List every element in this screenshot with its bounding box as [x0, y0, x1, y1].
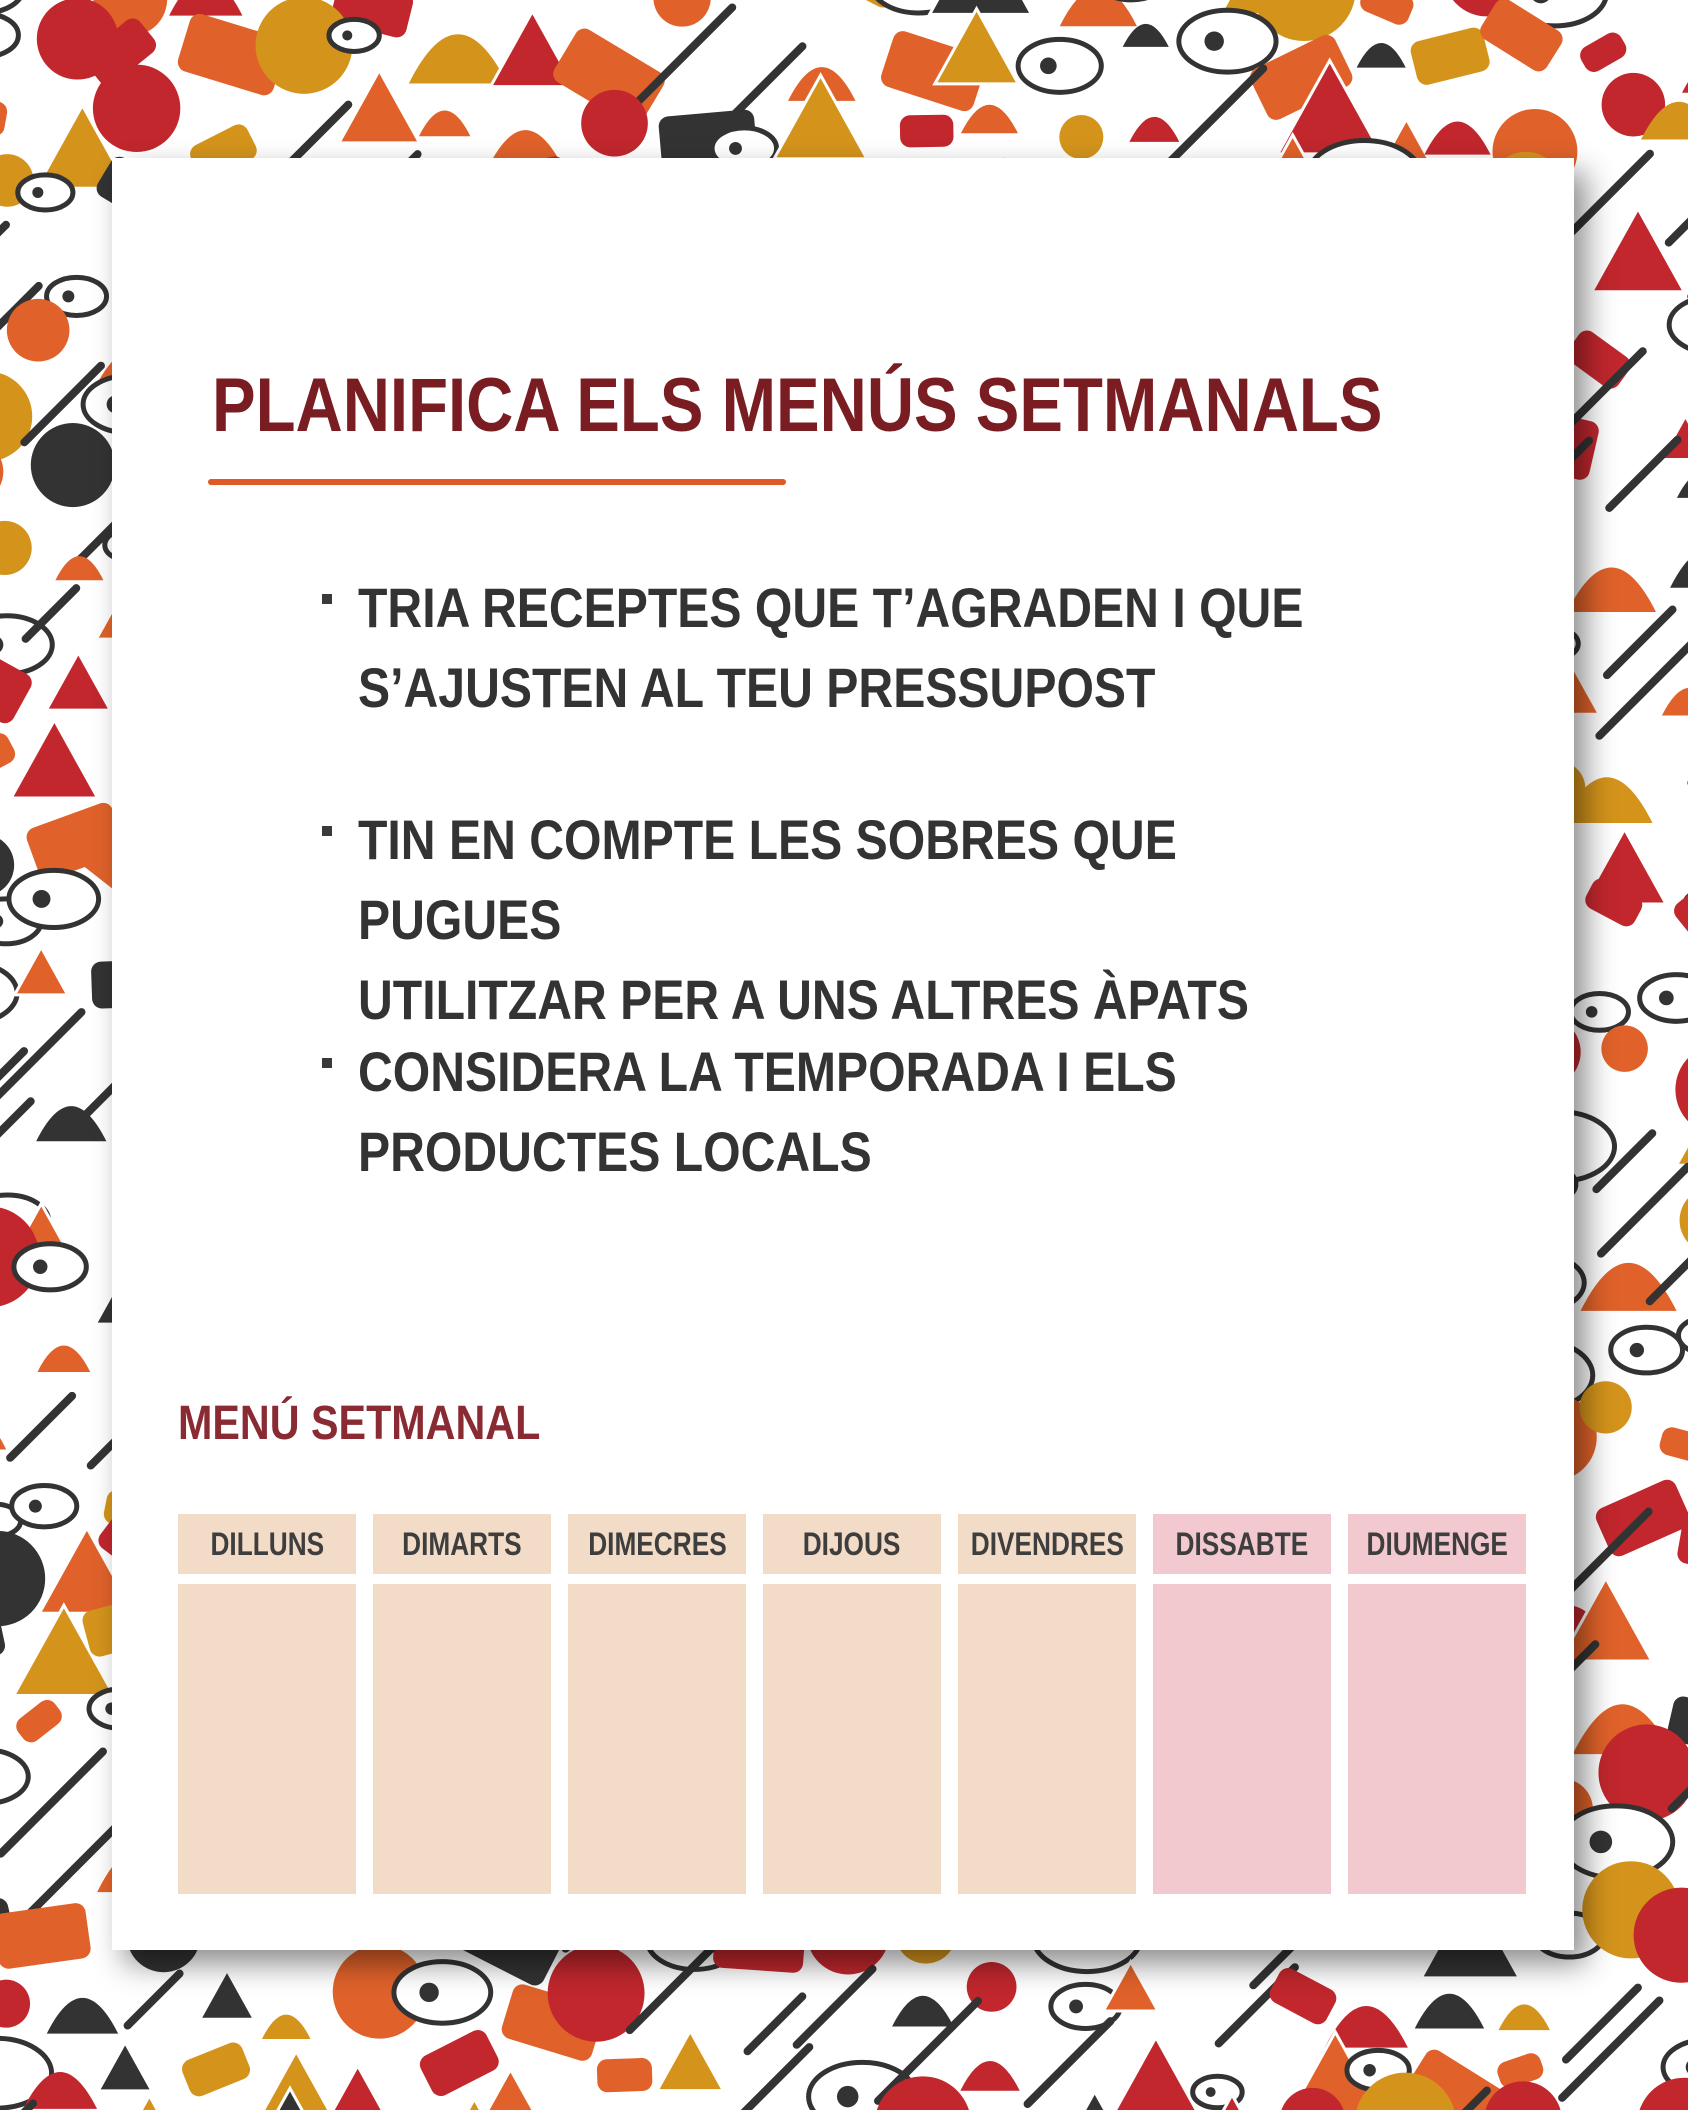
tip-text: TIN EN COMPTE LES SOBRES QUE PUGUES UTILITZAR PER A UNS ALTRES ÀPATS [358, 808, 1249, 1031]
day-column-tuesday [373, 1514, 551, 1894]
weekly-menu-heading: MENÚ SETMANAL [178, 1397, 541, 1450]
tip-item [322, 568, 1522, 800]
day-label: DISSABTE [1175, 1525, 1309, 1562]
day-label: DIVENDRES [970, 1525, 1124, 1562]
day-column-wednesday [568, 1514, 746, 1894]
day-column-thursday [763, 1514, 941, 1894]
day-entry-area[interactable] [1153, 1584, 1331, 1894]
day-header [1348, 1514, 1526, 1574]
day-label: DIJOUS [803, 1525, 901, 1562]
bullet-marker [322, 826, 332, 836]
day-entry-area[interactable] [373, 1584, 551, 1894]
day-entry-area[interactable] [763, 1584, 941, 1894]
day-label: DIMARTS [402, 1525, 522, 1562]
tip-item [322, 800, 1522, 1032]
day-header [763, 1514, 941, 1574]
page-title: PLANIFICA ELS MENÚS SETMANALS [212, 363, 1383, 448]
day-header [373, 1514, 551, 1574]
tip-text: TRIA RECEPTES QUE T’AGRADEN I QUE S’AJUSTEN AL TEU PRESSUPOST [358, 576, 1304, 719]
day-column-monday [178, 1514, 356, 1894]
bullet-marker [322, 594, 332, 604]
day-header [568, 1514, 746, 1574]
day-label: DIUMENGE [1366, 1525, 1508, 1562]
tip-text: CONSIDERA LA TEMPORADA I ELS PRODUCTES LOCALS [358, 1040, 1177, 1183]
tips-list [322, 568, 1522, 1264]
day-header [1153, 1514, 1331, 1574]
tip-item [322, 1032, 1522, 1264]
bullet-marker [322, 1058, 332, 1068]
day-entry-area[interactable] [958, 1584, 1136, 1894]
day-entry-area[interactable] [568, 1584, 746, 1894]
day-header [178, 1514, 356, 1574]
day-column-saturday [1153, 1514, 1331, 1894]
day-column-friday [958, 1514, 1136, 1894]
day-column-sunday [1348, 1514, 1526, 1894]
day-entry-area[interactable] [178, 1584, 356, 1894]
weekly-menu-grid [178, 1514, 1528, 1894]
day-header [958, 1514, 1136, 1574]
title-underline [208, 479, 786, 485]
day-entry-area[interactable] [1348, 1584, 1526, 1894]
day-label: DIMECRES [587, 1525, 727, 1562]
day-label: DILLUNS [210, 1525, 324, 1562]
menu-planner-card [112, 158, 1574, 1950]
